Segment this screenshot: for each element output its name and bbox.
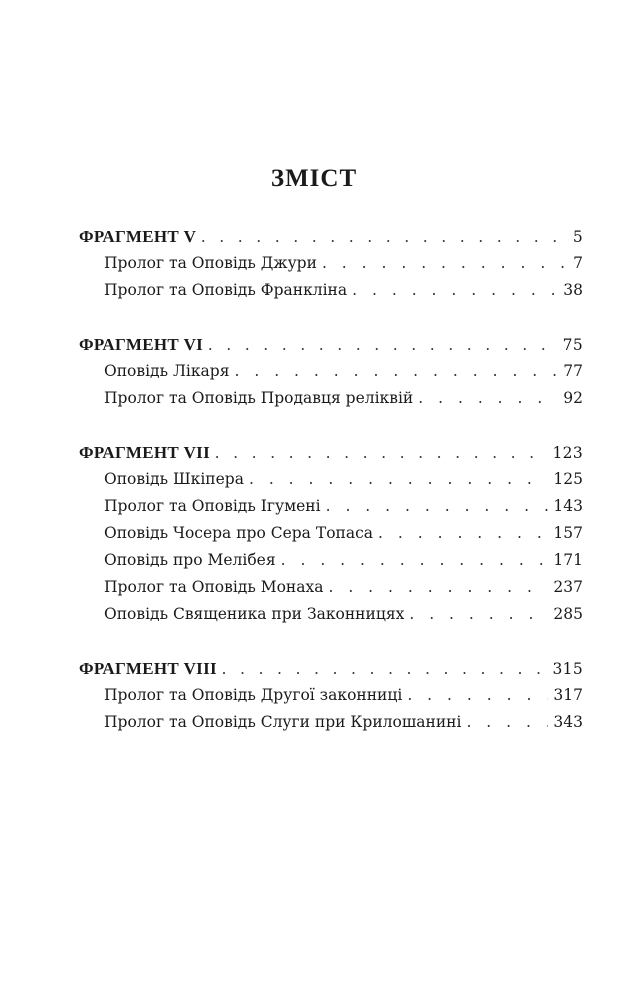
toc-entry[interactable] — [79, 520, 583, 547]
entry-title: Пролог та Оповідь Монаха — [104, 578, 324, 596]
page-number: 343 — [553, 713, 583, 731]
dot-leader — [201, 223, 568, 250]
entry-title: Пролог та Оповідь Джури — [104, 254, 317, 272]
dot-leader — [378, 520, 548, 547]
entry-title: Оповідь про Мелібея — [104, 551, 276, 569]
toc-entry[interactable] — [79, 682, 583, 709]
dot-leader — [328, 574, 548, 601]
dot-leader — [208, 331, 558, 358]
page-number: 143 — [553, 497, 583, 515]
page-number: 123 — [552, 444, 583, 462]
toc-entry[interactable] — [79, 277, 583, 304]
fragment-title: ФРАГМЕНТ VI — [79, 335, 204, 354]
toc-entry[interactable] — [79, 385, 583, 412]
page-number: 77 — [563, 362, 583, 380]
entry-title: Оповідь Лікаря — [104, 362, 230, 380]
dot-leader — [418, 385, 558, 412]
page-number: 125 — [553, 470, 583, 488]
toc-entry[interactable] — [79, 358, 583, 385]
fragment-title: ФРАГМЕНТ VII — [79, 443, 210, 462]
toc-entry[interactable] — [79, 466, 583, 493]
page-number: 92 — [563, 389, 583, 407]
fragment-title: ФРАГМЕНТ V — [79, 227, 197, 246]
toc-entry[interactable] — [79, 601, 583, 628]
page-number: 171 — [553, 551, 583, 569]
toc-entry[interactable] — [79, 250, 583, 277]
entry-title: Пролог та Оповідь Ігумені — [104, 497, 321, 515]
entry-title: Оповідь Священика при Законницях — [104, 605, 405, 623]
dot-leader — [215, 439, 548, 466]
dot-leader — [249, 466, 548, 493]
entry-title: Пролог та Оповідь Другої законниці — [104, 686, 403, 704]
toc-entry[interactable] — [79, 493, 583, 520]
page-number: 237 — [553, 578, 583, 596]
page-number: 75 — [562, 336, 583, 354]
page-number: 285 — [553, 605, 583, 623]
toc-fragment-heading[interactable] — [79, 223, 583, 250]
entry-title: Оповідь Чосера про Сера Топаса — [104, 524, 374, 542]
toc-entry[interactable] — [79, 574, 583, 601]
dot-leader — [409, 601, 548, 628]
dot-leader — [326, 493, 549, 520]
dot-leader — [466, 709, 548, 736]
entry-title: Пролог та Оповідь Продавця реліквій — [104, 389, 414, 407]
toc-entry[interactable] — [79, 547, 583, 574]
dot-leader — [234, 358, 558, 385]
toc-entry[interactable] — [79, 709, 583, 736]
page-number: 7 — [573, 254, 583, 272]
toc-section-fragment-6 — [79, 331, 583, 412]
page-number: 5 — [572, 228, 583, 246]
toc-fragment-heading[interactable] — [79, 439, 583, 466]
page-title: ЗМІСТ — [270, 165, 358, 192]
entry-title: Пролог та Оповідь Слуги при Крилошанині — [104, 713, 462, 731]
entry-title: Пролог та Оповідь Франкліна — [104, 281, 348, 299]
page-number: 157 — [553, 524, 583, 542]
page-number: 317 — [553, 686, 583, 704]
toc-section-fragment-8 — [79, 655, 583, 736]
dot-leader — [322, 250, 568, 277]
toc-section-fragment-5 — [79, 223, 583, 304]
fragment-title: ФРАГМЕНТ VIII — [79, 659, 217, 678]
dot-leader — [222, 655, 548, 682]
table-of-contents — [79, 223, 583, 736]
toc-section-fragment-7 — [79, 439, 583, 628]
page-number: 38 — [563, 281, 583, 299]
entry-title: Оповідь Шкіпера — [104, 470, 244, 488]
toc-fragment-heading[interactable] — [79, 655, 583, 682]
dot-leader — [352, 277, 558, 304]
dot-leader — [407, 682, 548, 709]
page-number: 315 — [552, 660, 583, 678]
dot-leader — [281, 547, 549, 574]
toc-fragment-heading[interactable] — [79, 331, 583, 358]
